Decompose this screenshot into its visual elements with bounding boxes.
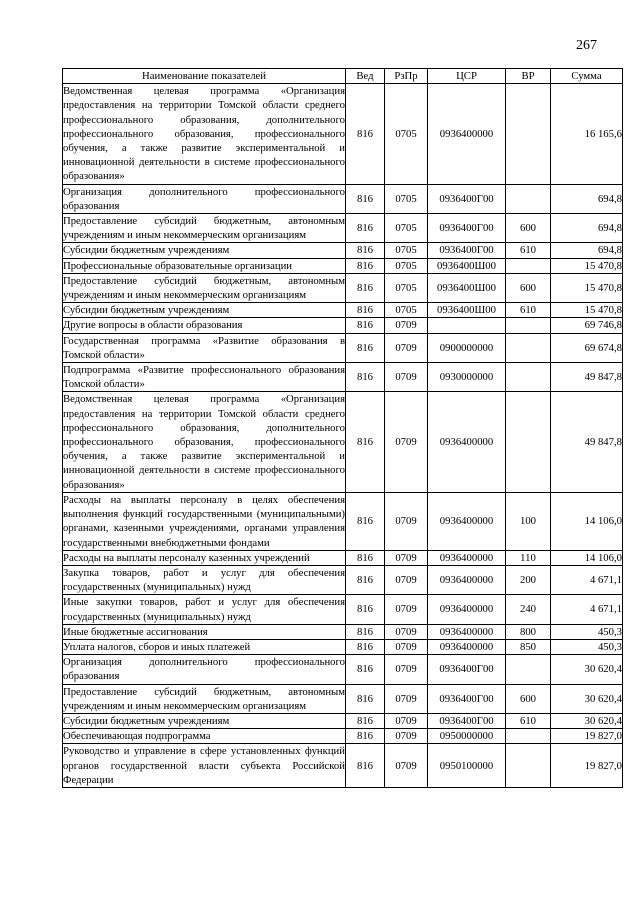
cell-rzpr: 0705 <box>385 258 428 273</box>
cell-vr: 100 <box>506 492 551 550</box>
table-row <box>63 684 623 713</box>
cell-csr: 0936400000 <box>428 550 506 565</box>
cell-ved: 816 <box>346 550 385 565</box>
cell-csr: 0936400Ш00 <box>428 258 506 273</box>
cell-vr: 610 <box>506 713 551 728</box>
cell-ved: 816 <box>346 655 385 684</box>
cell-vr: 240 <box>506 595 551 624</box>
cell-name: Иные закупки товаров, работ и услуг для обеспечения государственных (муниципальных) нужд <box>63 596 345 623</box>
cell-ved: 816 <box>346 729 385 744</box>
cell-name: Расходы на выплаты персоналу в целях обеспечения выполнения функций государственными (муниципальными) органами, казенными учреждениями, органами управления государственными внебюджетными фондами <box>63 493 345 549</box>
cell-rzpr: 0709 <box>385 713 428 728</box>
header-sum: Сумма <box>551 69 623 84</box>
table-row <box>63 729 623 744</box>
cell-vr: 800 <box>506 624 551 639</box>
cell-rzpr: 0709 <box>385 684 428 713</box>
table-row <box>63 392 623 492</box>
cell-csr: 0936400000 <box>428 639 506 654</box>
header-ved: Вед <box>346 69 385 84</box>
cell-rzpr: 0709 <box>385 392 428 492</box>
table-row <box>63 713 623 728</box>
table-row <box>63 492 623 550</box>
cell-vr: 200 <box>506 565 551 594</box>
table-row <box>63 303 623 318</box>
table-row <box>63 595 623 624</box>
cell-ved: 816 <box>346 595 385 624</box>
cell-vr: 600 <box>506 273 551 302</box>
cell-ved: 816 <box>346 243 385 258</box>
table-row <box>63 624 623 639</box>
cell-rzpr: 0709 <box>385 744 428 788</box>
cell-ved: 816 <box>346 84 385 184</box>
cell-ved: 816 <box>346 318 385 333</box>
cell-csr: 0936400000 <box>428 565 506 594</box>
cell-rzpr: 0709 <box>385 565 428 594</box>
table-row <box>63 565 623 594</box>
table-header-row <box>63 69 623 84</box>
cell-name: Ведомственная целевая программа «Организация предоставления на территории Томской области среднего профессионального образования, дополнительного профессионального образования, профессионального обучения, а также развитие экспериментальной и инновационной деятельности в системе профессионального образования» <box>63 85 345 183</box>
cell-vr: 610 <box>506 243 551 258</box>
table-row <box>63 655 623 684</box>
cell-vr <box>506 392 551 492</box>
cell-sum: 19 827,0 <box>551 729 623 744</box>
table-row <box>63 550 623 565</box>
table-row <box>63 258 623 273</box>
cell-ved: 816 <box>346 565 385 594</box>
table-row <box>63 84 623 184</box>
cell-rzpr: 0705 <box>385 273 428 302</box>
cell-vr <box>506 318 551 333</box>
cell-sum: 19 827,0 <box>551 744 623 788</box>
header-rzpr: РзПр <box>385 69 428 84</box>
header-csr: ЦСР <box>428 69 506 84</box>
cell-vr <box>506 655 551 684</box>
cell-ved: 816 <box>346 258 385 273</box>
cell-sum: 15 470,8 <box>551 258 623 273</box>
cell-ved: 816 <box>346 273 385 302</box>
cell-name: Ведомственная целевая программа «Организация предоставления на территории Томской области среднего профессионального образования, дополнительного профессионального образования, профессионального обучения, а также развитие экспериментальной и инновационной деятельности в системе профессионального образования» <box>63 393 345 491</box>
cell-vr <box>506 333 551 362</box>
cell-vr <box>506 84 551 184</box>
cell-ved: 816 <box>346 363 385 392</box>
cell-rzpr: 0709 <box>385 729 428 744</box>
cell-name: Субсидии бюджетным учреждениям <box>63 303 346 318</box>
cell-ved: 816 <box>346 214 385 243</box>
cell-csr: 0936400Г00 <box>428 243 506 258</box>
cell-name: Расходы на выплаты персоналу казенных учреждений <box>63 550 346 565</box>
cell-name: Профессиональные образовательные организации <box>63 258 346 273</box>
cell-sum: 14 106,0 <box>551 492 623 550</box>
cell-sum: 16 165,6 <box>551 84 623 184</box>
cell-sum: 15 470,8 <box>551 273 623 302</box>
cell-rzpr: 0705 <box>385 214 428 243</box>
cell-csr: 0936400000 <box>428 624 506 639</box>
cell-csr: 0930000000 <box>428 363 506 392</box>
cell-name: Руководство и управление в сфере установленных функций органов государственной власти субъекта Российской Федерации <box>63 745 345 786</box>
table-row <box>63 273 623 302</box>
cell-csr: 0900000000 <box>428 333 506 362</box>
cell-vr: 110 <box>506 550 551 565</box>
cell-rzpr: 0709 <box>385 333 428 362</box>
table-row <box>63 333 623 362</box>
cell-sum: 69 674,8 <box>551 333 623 362</box>
cell-sum: 694,8 <box>551 243 623 258</box>
cell-name: Предоставление субсидий бюджетным, автономным учреждениям и иным некоммерческим организациям <box>63 274 345 302</box>
cell-name: Организация дополнительного профессионального образования <box>63 185 345 212</box>
cell-vr <box>506 184 551 213</box>
table-row <box>63 184 623 213</box>
table-row <box>63 318 623 333</box>
cell-rzpr: 0709 <box>385 639 428 654</box>
table-row <box>63 243 623 258</box>
cell-sum: 450,3 <box>551 639 623 654</box>
cell-name: Другие вопросы в области образования <box>63 318 346 333</box>
table-row <box>63 639 623 654</box>
cell-csr: 0950000000 <box>428 729 506 744</box>
cell-rzpr: 0709 <box>385 595 428 624</box>
cell-csr: 0936400Ш00 <box>428 273 506 302</box>
cell-csr: 0936400000 <box>428 84 506 184</box>
cell-vr: 600 <box>506 214 551 243</box>
cell-name: Предоставление субсидий бюджетным, автономным учреждениям и иным некоммерческим организациям <box>63 215 345 242</box>
page-number: 267 <box>576 38 597 53</box>
cell-csr: 0936400000 <box>428 595 506 624</box>
cell-sum: 30 620,4 <box>551 655 623 684</box>
cell-rzpr: 0705 <box>385 303 428 318</box>
cell-vr: 850 <box>506 639 551 654</box>
cell-sum: 4 671,1 <box>551 595 623 624</box>
cell-rzpr: 0709 <box>385 655 428 684</box>
cell-rzpr: 0705 <box>385 184 428 213</box>
cell-sum: 694,8 <box>551 214 623 243</box>
cell-rzpr: 0705 <box>385 84 428 184</box>
cell-vr <box>506 258 551 273</box>
cell-rzpr: 0705 <box>385 243 428 258</box>
header-name: Наименование показателей <box>63 69 346 84</box>
cell-sum: 69 746,8 <box>551 318 623 333</box>
cell-name: Обеспечивающая подпрограмма <box>63 729 346 744</box>
cell-name: Закупка товаров, работ и услуг для обеспечения государственных (муниципальных) нужд <box>63 566 345 594</box>
cell-name: Субсидии бюджетным учреждениям <box>63 243 346 258</box>
cell-sum: 15 470,8 <box>551 303 623 318</box>
cell-ved: 816 <box>346 624 385 639</box>
cell-name: Подпрограмма «Развитие профессионального образования Томской области» <box>63 364 345 391</box>
header-vr: ВР <box>506 69 551 84</box>
cell-vr <box>506 729 551 744</box>
cell-csr: 0936400Г00 <box>428 184 506 213</box>
cell-csr: 0936400Ш00 <box>428 303 506 318</box>
cell-csr: 0936400000 <box>428 392 506 492</box>
cell-csr: 0936400000 <box>428 492 506 550</box>
cell-sum: 14 106,0 <box>551 550 623 565</box>
cell-ved: 816 <box>346 639 385 654</box>
cell-ved: 816 <box>346 492 385 550</box>
cell-ved: 816 <box>346 333 385 362</box>
cell-name: Государственная программа «Развитие образования в Томской области» <box>63 334 345 361</box>
cell-sum: 694,8 <box>551 184 623 213</box>
cell-name: Организация дополнительного профессионального образования <box>63 656 345 683</box>
cell-name: Предоставление субсидий бюджетным, автономным учреждениям и иным некоммерческим организациям <box>63 685 345 712</box>
cell-csr <box>428 318 506 333</box>
cell-vr: 610 <box>506 303 551 318</box>
cell-name: Иные бюджетные ассигнования <box>63 624 346 639</box>
cell-rzpr: 0709 <box>385 624 428 639</box>
cell-csr: 0936400Г00 <box>428 713 506 728</box>
cell-sum: 30 620,4 <box>551 713 623 728</box>
cell-rzpr: 0709 <box>385 318 428 333</box>
cell-rzpr: 0709 <box>385 550 428 565</box>
cell-csr: 0936400Г00 <box>428 655 506 684</box>
cell-ved: 816 <box>346 392 385 492</box>
cell-rzpr: 0709 <box>385 492 428 550</box>
cell-vr: 600 <box>506 684 551 713</box>
budget-table <box>62 68 623 788</box>
table-row <box>63 214 623 243</box>
cell-csr: 0936400Г00 <box>428 684 506 713</box>
cell-ved: 816 <box>346 713 385 728</box>
cell-rzpr: 0709 <box>385 363 428 392</box>
cell-ved: 816 <box>346 303 385 318</box>
cell-sum: 49 847,8 <box>551 392 623 492</box>
cell-csr: 0936400Г00 <box>428 214 506 243</box>
cell-sum: 49 847,8 <box>551 363 623 392</box>
cell-name: Уплата налогов, сборов и иных платежей <box>63 639 346 654</box>
cell-ved: 816 <box>346 684 385 713</box>
cell-ved: 816 <box>346 184 385 213</box>
cell-sum: 4 671,1 <box>551 565 623 594</box>
cell-sum: 30 620,4 <box>551 684 623 713</box>
cell-sum: 450,3 <box>551 624 623 639</box>
cell-name: Субсидии бюджетным учреждениям <box>63 713 346 728</box>
cell-vr <box>506 744 551 788</box>
table-row <box>63 744 623 788</box>
table-row <box>63 363 623 392</box>
cell-ved: 816 <box>346 744 385 788</box>
cell-csr: 0950100000 <box>428 744 506 788</box>
cell-vr <box>506 363 551 392</box>
